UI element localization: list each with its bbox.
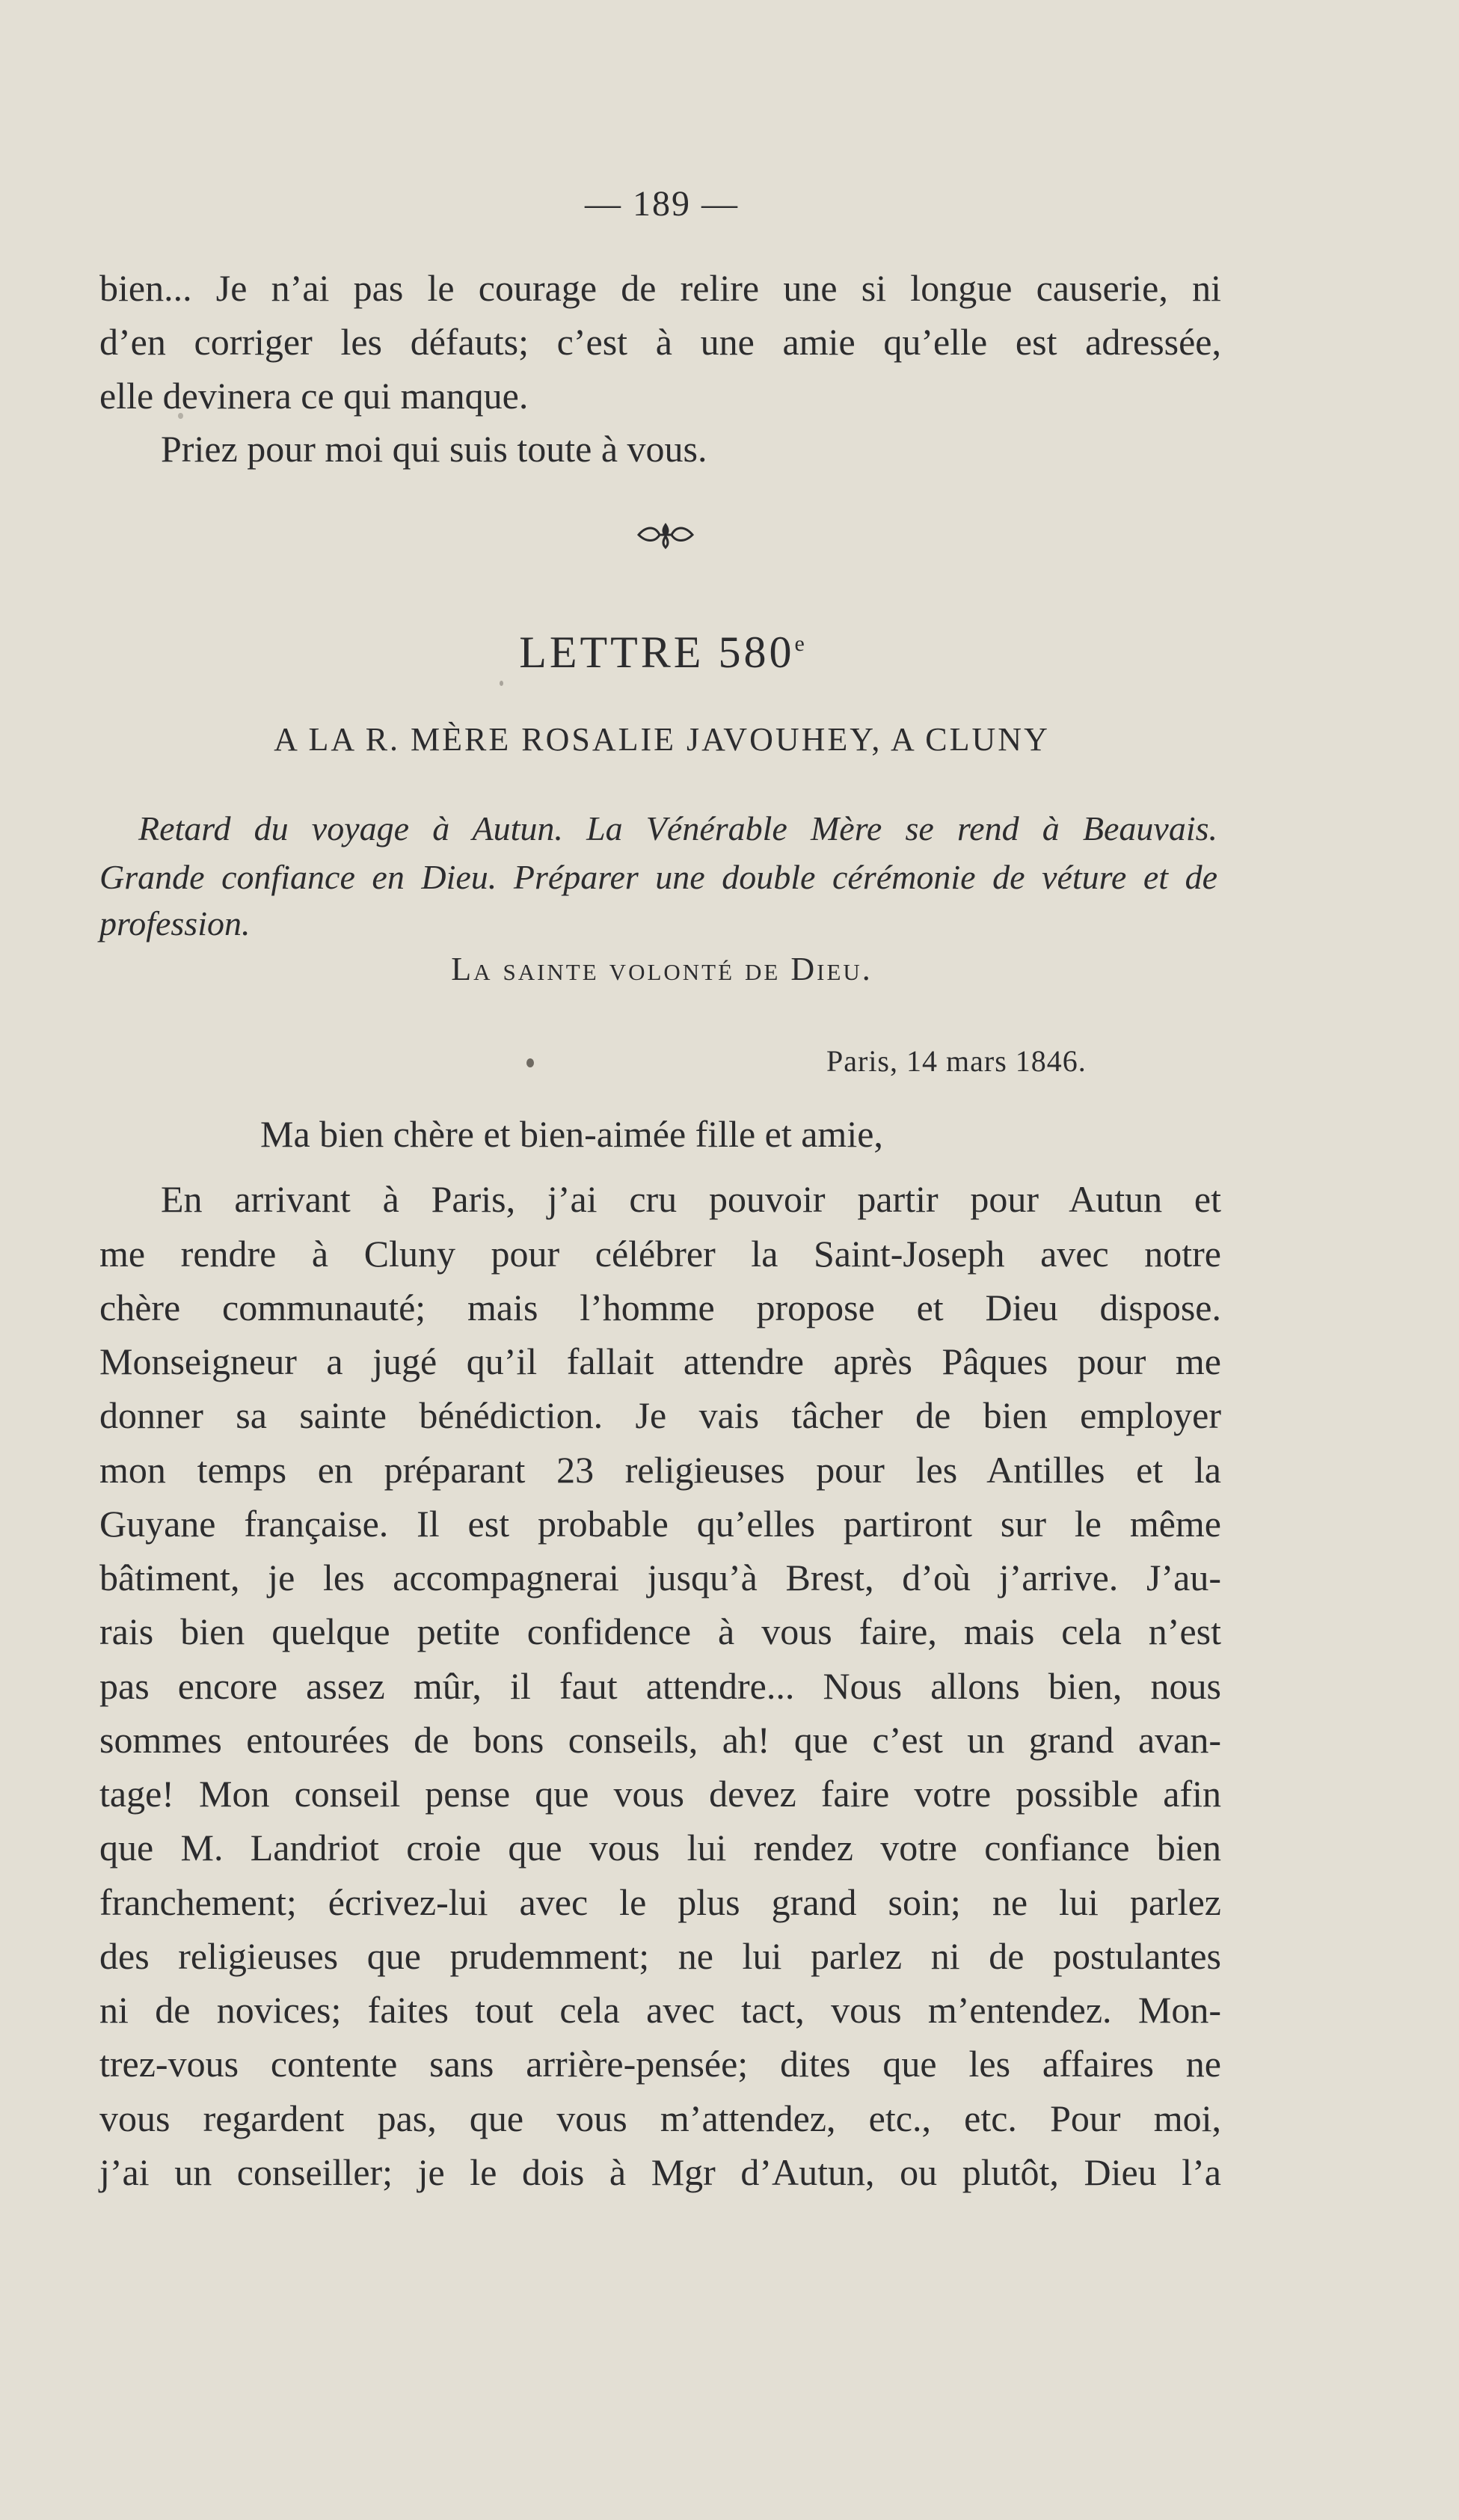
body-line: donner sa sainte bénédiction. Je vais tâcher de bien employer [99, 1394, 1221, 1436]
body-line: j’ai un conseiller; je le dois à Mgr d’Autun, ou plutôt, Dieu l’a [99, 2151, 1221, 2193]
body-line: vous regardent pas, que vous m’attendez, etc., etc. Pour moi, [99, 2097, 1221, 2139]
paper-speck [526, 1058, 534, 1067]
paper-speck [500, 681, 503, 686]
letter-title [0, 627, 1324, 678]
summary-line: Grande confiance en Dieu. Préparer une double cérémonie de véture et de [99, 858, 1217, 896]
body-line: rais bien quelque petite confidence à vous faire, mais cela n’est [99, 1610, 1221, 1652]
body-line: franchement; écrivez-lui avec le plus grand soin; ne lui parlez [99, 1881, 1221, 1923]
opening-line: d’en corriger les défauts; c’est à une amie qu’elle est adressée, [99, 321, 1221, 363]
letter-addressee: A LA R. MÈRE ROSALIE JAVOUHEY, A CLUNY [274, 721, 1050, 758]
body-line: tage! Mon conseil pense que vous devez faire votre possible afin [99, 1773, 1221, 1815]
body-line: Guyane française. Il est probable qu’elles partiront sur le même [99, 1503, 1221, 1545]
body-line: que M. Landriot croie que vous lui rendez votre confiance bien [99, 1827, 1221, 1868]
letter-motto: La sainte volonté de Dieu. [451, 951, 873, 987]
body-line: Monseigneur a jugé qu’il fallait attendre après Pâques pour me [99, 1340, 1221, 1382]
body-line: sommes entourées de bons conseils, ah! que c’est un grand avan- [99, 1719, 1221, 1761]
body-line: trez-vous contente sans arrière-pensée; dites que les affaires ne [99, 2043, 1221, 2085]
letter-title-text: LETTRE 580 [519, 628, 795, 677]
body-line: bâtiment, je les accompagnerai jusqu’à Brest, d’où j’arrive. J’au- [99, 1557, 1221, 1598]
summary-line: Retard du voyage à Autun. La Vénérable Mère se rend à Beauvais. [138, 809, 1217, 847]
opening-line: elle devinera ce qui manque. [99, 375, 529, 417]
opening-line: bien... Je n’ai pas le courage de relire une si longue causerie, ni [99, 267, 1221, 309]
letter-title-suffix: e [794, 631, 805, 656]
body-line: me rendre à Cluny pour célébrer la Saint-Joseph avec notre [99, 1233, 1221, 1275]
body-line: pas encore assez mûr, il faut attendre... Nous allons bien, nous [99, 1665, 1221, 1707]
body-line: des religieuses que prudemment; ne lui parlez ni de postulantes [99, 1935, 1221, 1977]
fleuron-ornament-icon [636, 520, 695, 550]
body-line: chère communauté; mais l’homme propose et Dieu dispose. [99, 1287, 1221, 1328]
letter-salutation: Ma bien chère et bien-aimée fille et amie, [260, 1113, 883, 1155]
summary-line: profession. [99, 904, 251, 942]
body-line: ni de novices; faites tout cela avec tact, vous m’entendez. Mon- [99, 1989, 1221, 2031]
letter-dateline: Paris, 14 mars 1846. [826, 1044, 1087, 1078]
body-line: mon temps en préparant 23 religieuses pour les Antilles et la [99, 1449, 1221, 1491]
page-number: — 189 — [585, 184, 739, 224]
paper-speck [178, 413, 183, 419]
opening-line: Priez pour moi qui suis toute à vous. [161, 428, 707, 470]
body-line: En arrivant à Paris, j’ai cru pouvoir partir pour Autun et [161, 1178, 1221, 1220]
